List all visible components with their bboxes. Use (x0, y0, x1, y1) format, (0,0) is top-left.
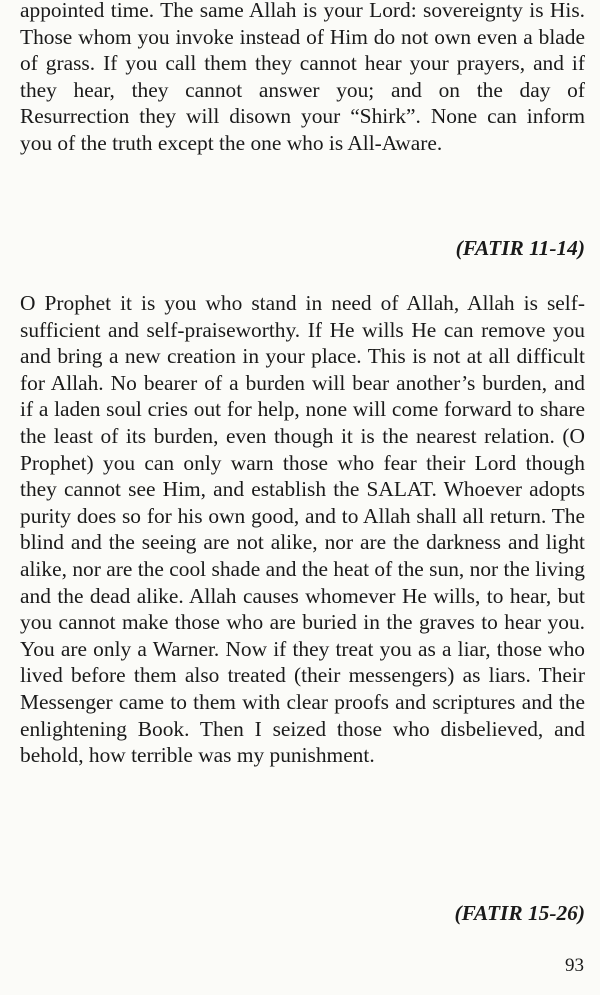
verse-reference: (FATIR 15-26) (454, 901, 585, 925)
paragraph-fatir-15-26: O Prophet it is you who stand in need of Allah, Allah is self-sufficient and self-praiseworthy. If He wills He can remove you and bring a new creation in your place. This is not at all difficult for Allah. No bearer of a burden will bear another’s burden, and if a laden soul cries out for help, none will come forward to share the least of its burden, even though it is the nearest relation. (O Prophet) you can only warn those who fear their Lord though they cannot see Him, and establish the SALAT. Whoever adopts purity does so for his own good, and to Allah shall all return. The blind and the seeing are not alike, nor are the darkness and light alike, nor are the cool shade and the heat of the sun, nor the living and the dead alike. Allah causes whomever He wills, to hear, but you cannot make those who are buried in the graves to hear you. You are only a Warner. Now if they treat you as a liar, those who lived before them also treated (their messengers) as liars. Their Messenger came to them with clear proofs and scriptures and the enlightening Book. Then I seized those who disbelieved, and behold, how terrible was my punishment. (20, 291, 585, 768)
verse-reference: (FATIR 11-14) (455, 236, 585, 260)
page-number: 93 (565, 955, 584, 976)
paragraph-fatir-11-14: appointed time. The same Allah is your Lord: sovereignty is His. Those whom you invoke instead of Him do not own even a blade of grass. If you call them they cannot hear your prayers, and if they hear, they cannot answer you; and on the day of Resurrection they will disown your “Shirk”. None can inform you of the truth except the one who is All-Aware. (20, 0, 585, 155)
